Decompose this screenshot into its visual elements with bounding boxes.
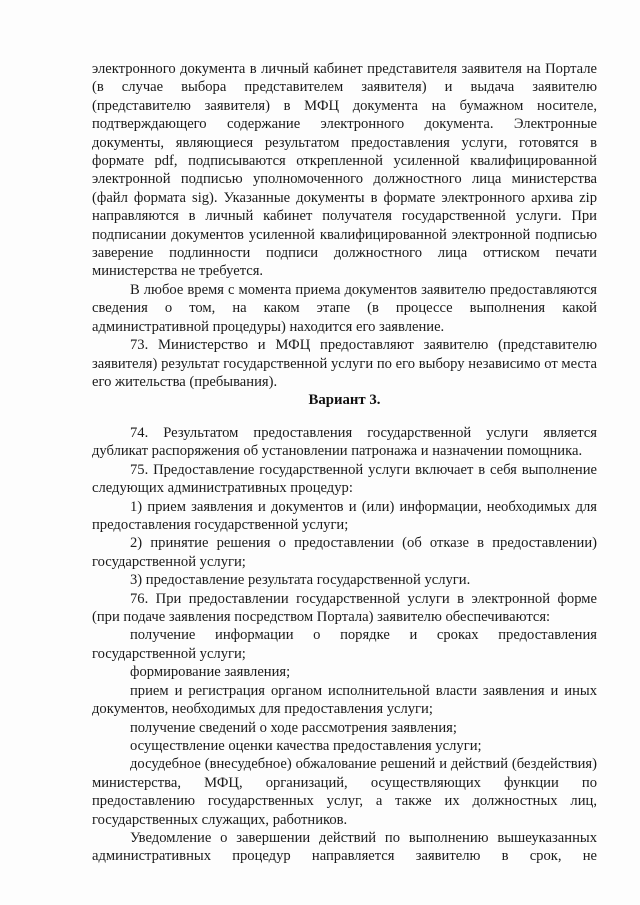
bottom-text-block [92,424,597,866]
paragraph-73: 73. Министерство и МФЦ предоставляют заявителю (представителю заявителя) результат государственной услуги по его выбору независимо от места его жительства (пребывания). [92,337,597,390]
paragraph-75: 75. Предоставление государственной услуги включает в себя выполнение следующих административных процедур: [92,461,597,497]
list-item-procedure-2: 2) принятие решения о предоставлении (об отказе в предоставлении) государственной услуги; [92,535,597,570]
paragraph-74: 74. Результатом предоставления государственной услуги является дубликат распоряжения об установлении патронажа и назначении помощника. [92,425,597,460]
paragraph-76: 76. При предоставлении государственной услуги в электронной форме (при подаче заявления посредством Портала) заявителю обеспечиваются: [92,590,597,626]
list-item-procedure-3: 3) предоставление результата государственной услуги. [130,572,471,589]
list-item-info: получение информации о порядке и сроках предоставления государственной услуги; [92,627,597,662]
paragraph-continuation: электронного документа в личный кабинет представителя заявителя на Портале (в случае выбора представителем заявителя) и выдача заявителю (представителю заявителя) в МФЦ документа на бумажном носителе, подтверждающего содержание электронного документа. Электронные документы, являющиеся результатом предоставления услуги, готовятся в формате pdf, подписываются открепленной усиленной квалифицированной электронной подписью уполномоченного должностного лица министерства (файл формата sig). Указанные документы в формате электронного архива zip направляются в личный кабинет получателя государственной услуги. При подписании документов усиленной квалифицированной электронной подписью заверение подлинности подписи должностного лица оттиском печати министерства не требуется. [92,61,597,280]
list-item-procedure-1: 1) прием заявления и документов и (или) информации, необходимых для предоставления государственной услуги; [92,498,597,534]
top-text-block [92,60,597,391]
paragraph-status-info: В любое время с момента приема документов заявителю предоставляются сведения о том, на каком этапе (в процессе выполнения какой административной процедуры) находится его заявление. [92,281,597,335]
section-heading: Вариант 3. [308,392,381,408]
list-item-appeal: досудебное (внесудебное) обжалование решений и действий (бездействия) министерства, МФЦ, организаций, осуществляющих функции по предоставлению государственных услуг, а также их должностных лиц, государственных служащих, работников. [92,756,597,828]
list-item-form: формирование заявления; [130,664,291,681]
paragraph-notification: Уведомление о завершении действий по выполнению вышеуказанных административных процедур направляется заявителю в срок, не [92,829,597,865]
list-item-registration: прием и регистрация органом исполнительной власти заявления и иных документов, необходимых для предоставления услуги; [92,682,597,718]
list-item-quality: осуществление оценки качества предоставления услуги; [130,737,482,754]
list-item-progress: получение сведений о ходе рассмотрения заявления; [130,719,457,736]
